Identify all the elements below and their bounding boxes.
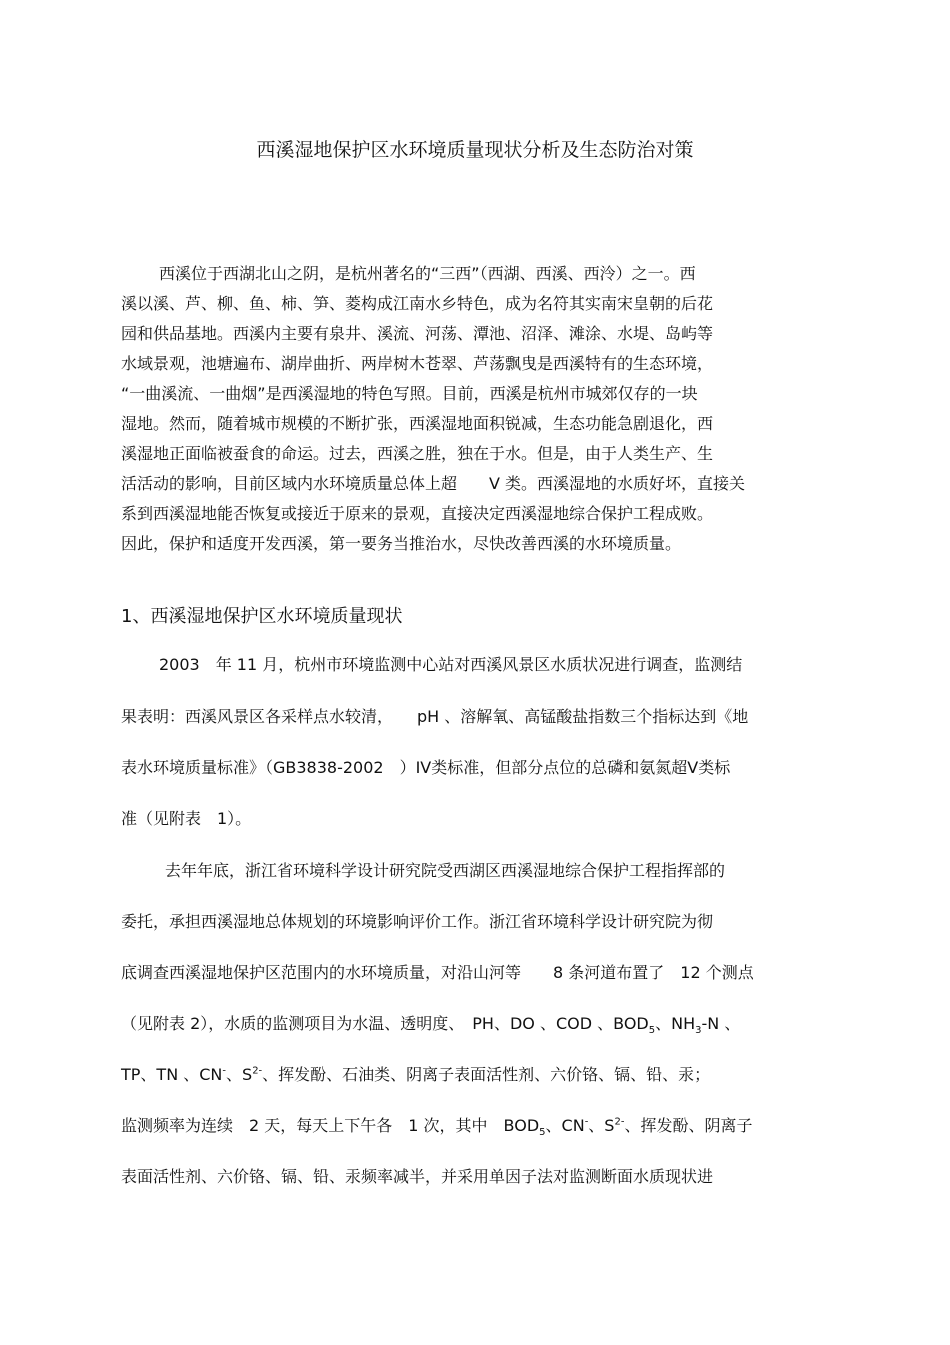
paragraph-line: 底调查西溪湿地保护区范围内的水环境质量，对沿山河等 8 条河道布置了 12 个测点 [121,963,754,982]
intro-line: 西溪位于西湖北山之阴，是杭州著名的“三西”（西湖、西溪、西泠）之一。西 [159,264,696,283]
paragraph-line: 表水环境质量标准》（GB3838-2002 ）IV类标准，但部分点位的总磷和氨氮超Ⅴ类标 [121,758,731,777]
section-heading: 1、西溪湿地保护区水环境质量现状 [121,606,403,627]
intro-line: 园和供品基地。西溪内主要有泉井、溪流、河荡、潭池、沼泽、滩涂、水堤、岛屿等 [121,324,714,343]
paragraph-line: （见附表 2），水质的监测项目为水温、透明度、 PH、DO 、COD 、$BOD_5$、$NH_3-N$ 、 [121,1014,741,1037]
intro-line: “一曲溪流、一曲烟”是西溪湿地的特色写照。目前，西溪是杭州市城郊仅存的一块 [121,384,698,403]
paragraph-line: 2003 年 11 月，杭州市环境监测中心站对西溪风景区水质状况进行调查，监测结 [159,655,743,674]
intro-line: 水域景观，池塘遍布、湖岸曲折、两岸树木苍翠、芦荡飘曳是西溪特有的生态环境， [121,354,714,373]
paragraph-line: 委托，承担西溪湿地总体规划的环境影响评价工作。浙江省环境科学设计研究院为彻 [121,912,714,931]
paragraph-line: TP、TN 、CN-、$S^{2-}$、挥发酚、石油类、阴离子表面活性剂、六价铬、镉、铅、汞； [121,1065,711,1084]
intro-line: 溪以溪、芦、柳、鱼、柿、笋、菱构成江南水乡特色，成为名符其实南宋皇朝的后花 [121,294,714,313]
document-title: 西溪湿地保护区水环境质量现状分析及生态防治对策 [256,139,694,161]
intro-line: 活活动的影响，目前区域内水环境质量总体上超 V 类。西溪湿地的水质好坏，直接关 [121,474,746,493]
intro-line: 因此，保护和适度开发西溪，第一要务当推治水，尽快改善西溪的水环境质量。 [121,534,682,553]
intro-line: 系到西溪湿地能否恢复或接近于原来的景观，直接决定西溪湿地综合保护工程成败。 [121,504,714,523]
paragraph-line: 监测频率为连续 2 天，每天上下午各 1 次，其中 $BOD_5$、CN-、$S^{2-}$、挥发酚、阴离子 [121,1116,753,1139]
paragraph-line: 表面活性剂、六价铬、镉、铅、汞频率减半，并采用单因子法对监测断面水质现状进 [121,1167,714,1186]
intro-line: 溪湿地正面临被蚕食的命运。过去，西溪之胜，独在于水。但是，由于人类生产、生 [121,444,714,463]
paragraph-line: 准（见附表 1）。 [121,809,252,828]
intro-line: 湿地。然而，随着城市规模的不断扩张，西溪湿地面积锐减，生态功能急剧退化，西 [121,414,714,433]
paragraph-line: 去年年底，浙江省环境科学设计研究院受西湖区西溪湿地综合保护工程指挥部的 [165,861,726,880]
paragraph-line: 果表明：西溪风景区各采样点水较清， pH 、溶解氧、高锰酸盐指数三个指标达到《地 [121,707,749,726]
